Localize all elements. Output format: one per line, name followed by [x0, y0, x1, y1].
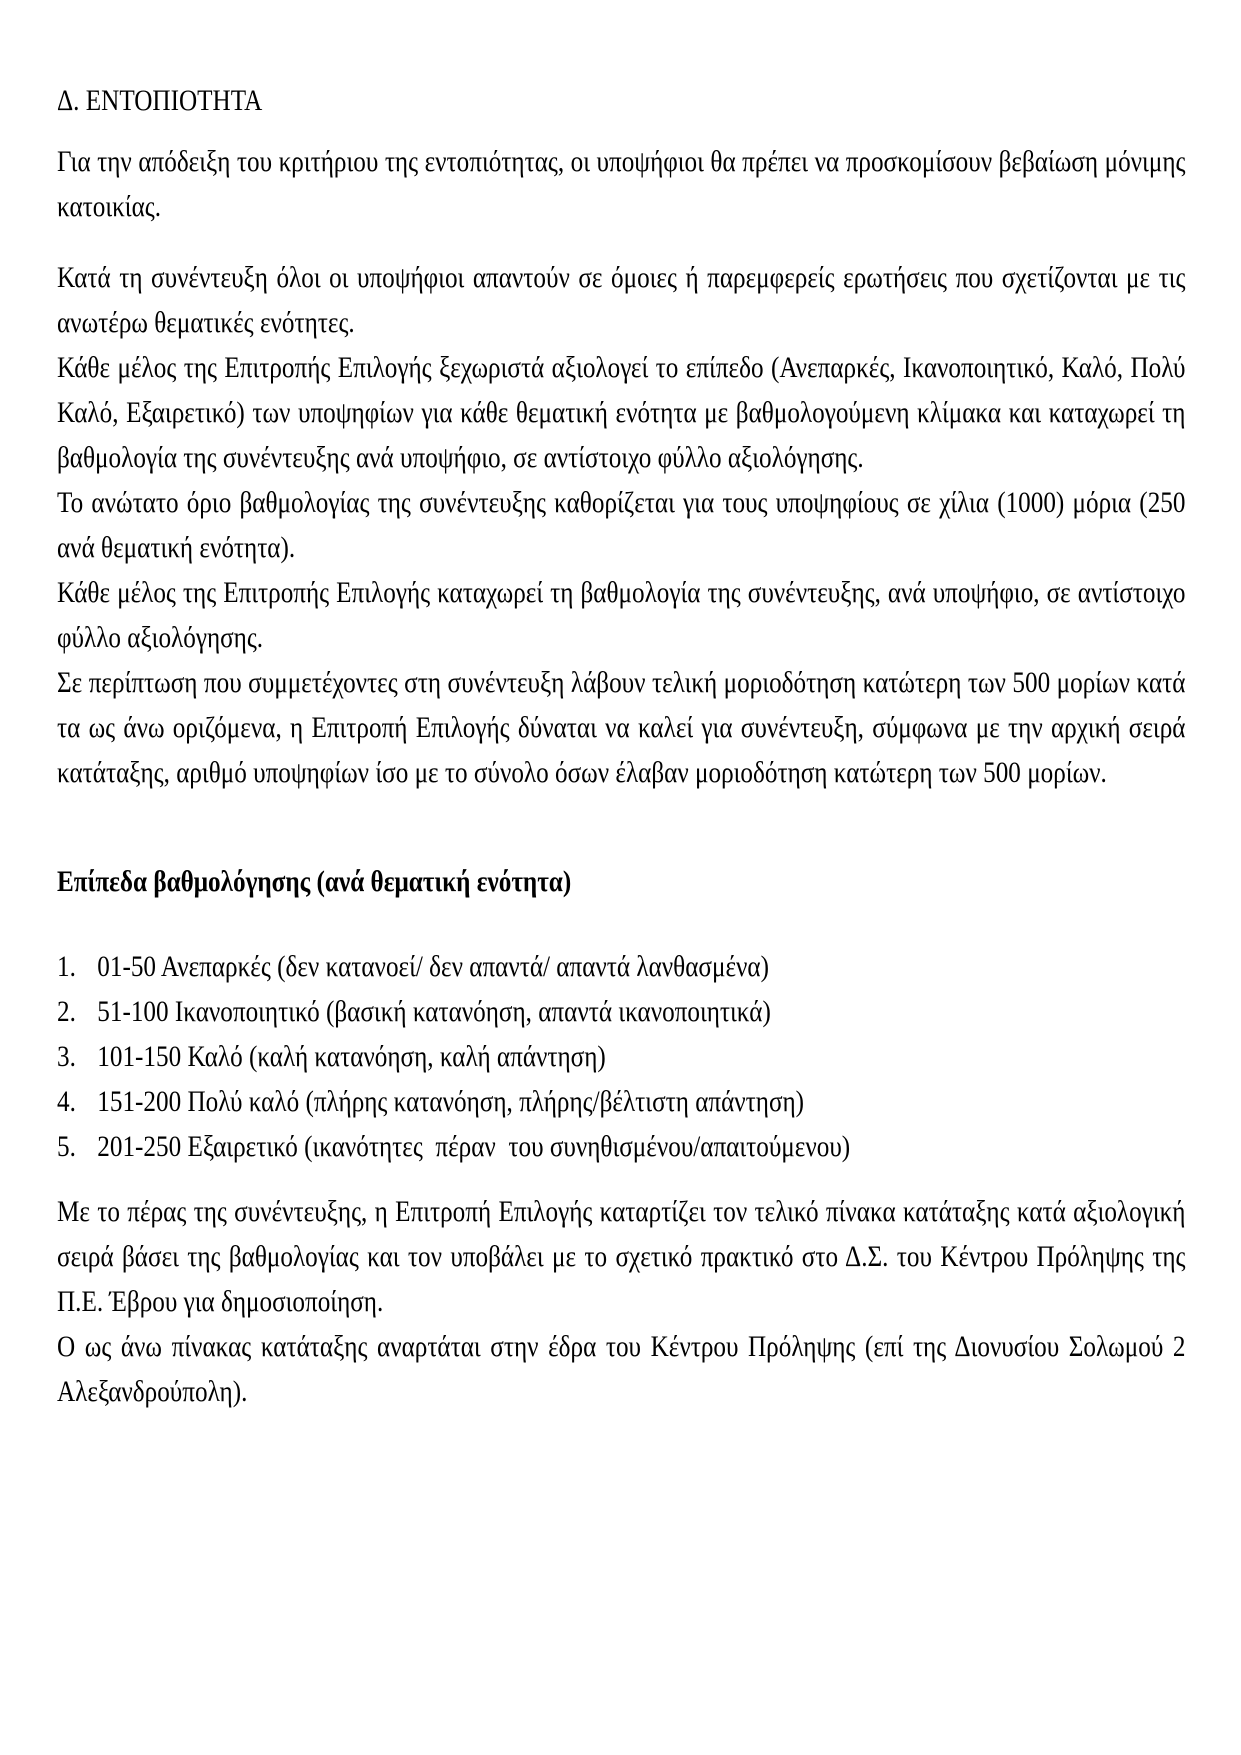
paragraph-interview-questions: Κατά τη συνέντευξη όλοι οι υποψήφιοι απαντούν σε όμοιες ή παρεμφερείς ερωτήσεις που σχετίζονται με τις ανωτέρω θεματικές ενότητες. [57, 261, 1186, 339]
list-item-number: 3. [57, 1040, 76, 1073]
list-item-text: 01-50 Ανεπαρκές (δεν κατανοεί/ δεν απαντά/ απαντά λανθασμένα) [97, 950, 769, 983]
document-content [57, 78, 1185, 1414]
list-item-number: 1. [57, 950, 76, 983]
section-title: Δ. ΕΝΤΟΠΙΟΤΗΤΑ [57, 84, 263, 117]
rating-level-item [57, 989, 1185, 1034]
paragraph-score-recording: Κάθε μέλος της Επιτροπής Επιλογής καταχωρεί τη βαθμολογία της συνέντευξης, ανά υποψήφιο, σε αντίστοιχο φύλλο αξιολόγησης. [57, 576, 1186, 654]
list-item-number: 2. [57, 995, 76, 1028]
paragraph-member-evaluation: Κάθε μέλος της Επιτροπής Επιλογής ξεχωριστά αξιολογεί το επίπεδο (Ανεπαρκές, Ικανοποιητικό, Καλό, Πολύ Καλό, Εξαιρετικό) των υποψηφίων για κάθε θεματική ενότητα με βαθμολογούμενη κλίμακα και καταχωρεί τη βαθμολογία της συνέντευξης ανά υποψήφιο, σε αντίστοιχο φύλλο αξιολόγησης. [57, 351, 1186, 474]
paragraph-final-ranking: Με το πέρας της συνέντευξης, η Επιτροπή Επιλογής καταρτίζει τον τελικό πίνακα κατάταξης κατά αξιολογική σειρά βάσει της βαθμολογίας και τον υποβάλει με το σχετικό πρακτικό στο Δ.Σ. του Κέντρου Πρόληψης της Π.Ε. Έβρου για δημοσιοποίηση. [57, 1195, 1186, 1318]
list-item-number: 4. [57, 1085, 76, 1118]
paragraph-below-500-rule: Σε περίπτωση που συμμετέχοντες στη συνέντευξη λάβουν τελική μοριοδότηση κατώτερη των 500 μορίων κατά τα ως άνω οριζόμενα, η Επιτροπή Επιλογής δύναται να καλεί για συνέντευξη, σύμφωνα με την αρχική σειρά κατάταξης, αριθμό υποψηφίων ίσο με το σύνολο όσων έλαβαν μοριοδότηση κατώτερη των 500 μορίων. [57, 666, 1186, 789]
list-item-text: 51-100 Ικανοποιητικό (βασική κατανόηση, απαντά ικανοποιητικά) [97, 995, 771, 1028]
rating-level-item [57, 1034, 1185, 1079]
paragraph-max-score: Το ανώτατο όριο βαθμολογίας της συνέντευξης καθορίζεται για τους υποψηφίους σε χίλια (1000) μόρια (250 ανά θεματική ενότητα). [57, 486, 1186, 564]
paragraph-ranking-posting: Ο ως άνω πίνακας κατάταξης αναρτάται στην έδρα του Κέντρου Πρόληψης (επί της Διονυσίου Σολωμού 2 Αλεξανδρούπολη). [57, 1330, 1186, 1408]
paragraph-residency-proof: Για την απόδειξη του κριτήριου της εντοπιότητας, οι υποψήφιοι θα πρέπει να προσκομίσουν βεβαίωση μόνιμης κατοικίας. [57, 145, 1186, 223]
rating-level-item [57, 1124, 1185, 1169]
list-item-number: 5. [57, 1130, 76, 1163]
list-item-text: 201-250 Εξαιρετικό (ικανότητες πέραν του συνηθισμένου/απαιτούμενου) [97, 1130, 851, 1163]
list-item-text: 101-150 Καλό (καλή κατανόηση, καλή απάντηση) [97, 1040, 606, 1073]
rating-levels-list [57, 944, 1185, 1169]
rating-levels-heading: Επίπεδα βαθμολόγησης (ανά θεματική ενότητα) [57, 865, 572, 898]
list-item-text: 151-200 Πολύ καλό (πλήρης κατανόηση, πλήρης/βέλτιστη απάντηση) [97, 1085, 805, 1118]
rating-level-item [57, 1079, 1185, 1124]
rating-level-item [57, 944, 1185, 989]
